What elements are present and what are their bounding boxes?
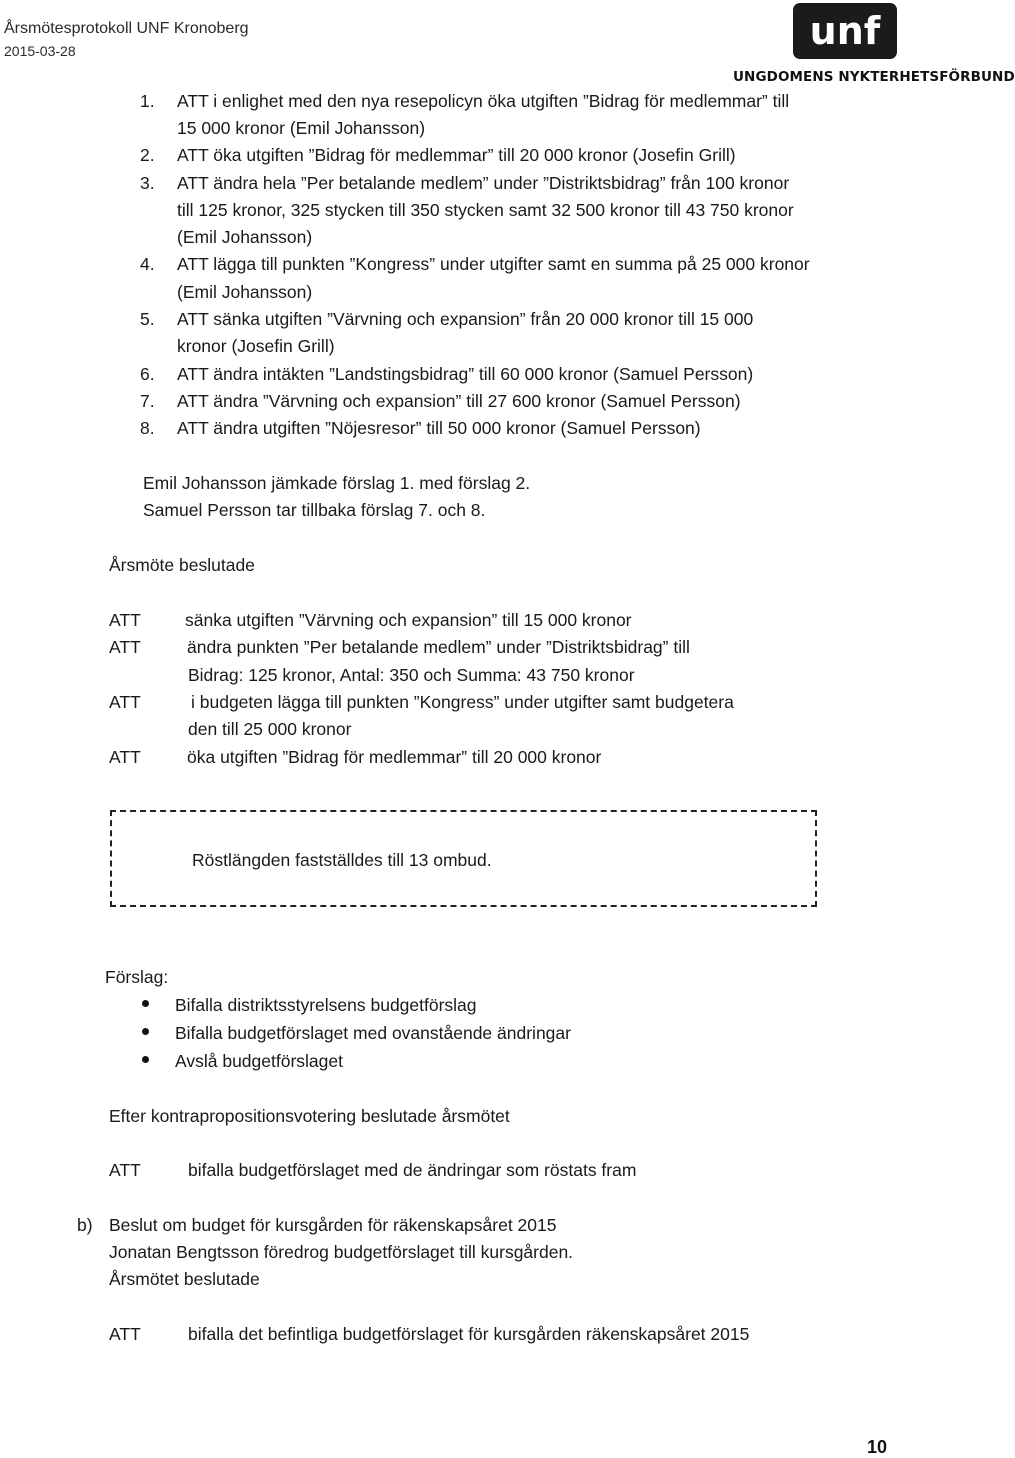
bullet-item: Avslå budgetförslaget <box>175 1051 343 1071</box>
bullet-item: Bifalla distriktsstyrelsens budgetförslag <box>175 995 477 1015</box>
note-line: Emil Johansson jämkade förslag 1. med förslag 2. <box>143 473 531 493</box>
decision-line: öka utgiften ”Bidrag för medlemmar” till 20 000 kronor <box>187 747 602 767</box>
section-title: Beslut om budget för kursgården för räkenskapsåret 2015 <box>109 1215 557 1235</box>
proposal-line: (Emil Johansson) <box>177 227 313 247</box>
proposal-line: till 125 kronor, 325 stycken till 350 stycken samt 32 500 kronor till 43 750 kronor <box>177 200 794 220</box>
document-date: 2015-03-28 <box>4 43 76 59</box>
section-decided: Årsmötet beslutade <box>109 1269 260 1289</box>
proposal-line: ATT lägga till punkten ”Kongress” under utgifter samt en summa på 25 000 kronor <box>177 254 810 274</box>
bullet-icon <box>142 1000 149 1007</box>
proposal-number: 2. <box>140 145 155 165</box>
proposal-line: ATT ändra intäkten ”Landstingsbidrag” till 60 000 kronor (Samuel Persson) <box>177 364 754 384</box>
document-title: Årsmötesprotokoll UNF Kronoberg <box>4 20 249 37</box>
page-number: 10 <box>867 1437 888 1457</box>
decision-heading: Årsmöte beslutade <box>109 555 255 575</box>
section-label: b) <box>77 1215 93 1235</box>
proposal-number: 6. <box>140 364 155 384</box>
proposal-line: ATT i enlighet med den nya resepolicyn öka utgiften ”Bidrag för medlemmar” till <box>177 91 790 111</box>
proposal-line: kronor (Josefin Grill) <box>177 336 335 356</box>
decision-line: sänka utgiften ”Värvning och expansion” till 15 000 kronor <box>185 610 632 630</box>
decision-line: den till 25 000 kronor <box>188 719 352 739</box>
unf-logo <box>793 3 897 59</box>
forslag-heading: Förslag: <box>105 967 169 987</box>
org-name: UNGDOMENS NYKTERHETSFÖRBUND <box>733 69 1015 85</box>
counter-vote-text: Efter kontrapropositionsvotering beslutade årsmötet <box>109 1106 510 1126</box>
proposal-line: ATT ändra ”Värvning och expansion” till 27 600 kronor (Samuel Persson) <box>177 391 741 411</box>
section-presenter: Jonatan Bengtsson föredrog budgetförslaget till kursgården. <box>109 1242 574 1262</box>
decision-line: bifalla budgetförslaget med de ändringar som röstats fram <box>188 1160 637 1180</box>
bullet-icon <box>142 1028 149 1035</box>
proposal-number: 8. <box>140 418 155 438</box>
proposal-number: 1. <box>140 91 155 111</box>
att-label: ATT <box>109 692 141 712</box>
proposal-line: 15 000 kronor (Emil Johansson) <box>177 118 426 138</box>
bullet-icon <box>142 1056 149 1063</box>
proposal-line: ATT sänka utgiften ”Värvning och expansion” från 20 000 kronor till 15 000 <box>177 309 754 329</box>
decision-line: bifalla det befintliga budgetförslaget för kursgården räkenskapsåret 2015 <box>188 1324 750 1344</box>
bullet-item: Bifalla budgetförslaget med ovanstående ändringar <box>175 1023 571 1043</box>
proposal-number: 5. <box>140 309 155 329</box>
att-label: ATT <box>109 610 141 630</box>
att-label: ATT <box>109 1160 141 1180</box>
proposal-number: 4. <box>140 254 155 274</box>
note-line: Samuel Persson tar tillbaka förslag 7. och 8. <box>143 500 486 520</box>
proposal-line: ATT ändra utgiften ”Nöjesresor” till 50 000 kronor (Samuel Persson) <box>177 418 701 438</box>
proposal-line: ATT ändra hela ”Per betalande medlem” under ”Distriktsbidrag” från 100 kronor <box>177 173 790 193</box>
decision-line: i budgeten lägga till punkten ”Kongress” under utgifter samt budgetera <box>191 692 734 712</box>
decision-line: Bidrag: 125 kronor, Antal: 350 och Summa: 43 750 kronor <box>188 665 635 685</box>
logo-text: unf <box>809 9 881 53</box>
proposal-line: ATT öka utgiften ”Bidrag för medlemmar” till 20 000 kronor (Josefin Grill) <box>177 145 736 165</box>
roll-call-text: Röstlängden fastställdes till 13 ombud. <box>192 850 492 870</box>
att-label: ATT <box>109 1324 141 1344</box>
proposal-line: (Emil Johansson) <box>177 282 313 302</box>
decision-line: ändra punkten ”Per betalande medlem” under ”Distriktsbidrag” till <box>187 637 690 657</box>
proposal-number: 3. <box>140 173 155 193</box>
att-label: ATT <box>109 637 141 657</box>
proposal-number: 7. <box>140 391 155 411</box>
att-label: ATT <box>109 747 141 767</box>
